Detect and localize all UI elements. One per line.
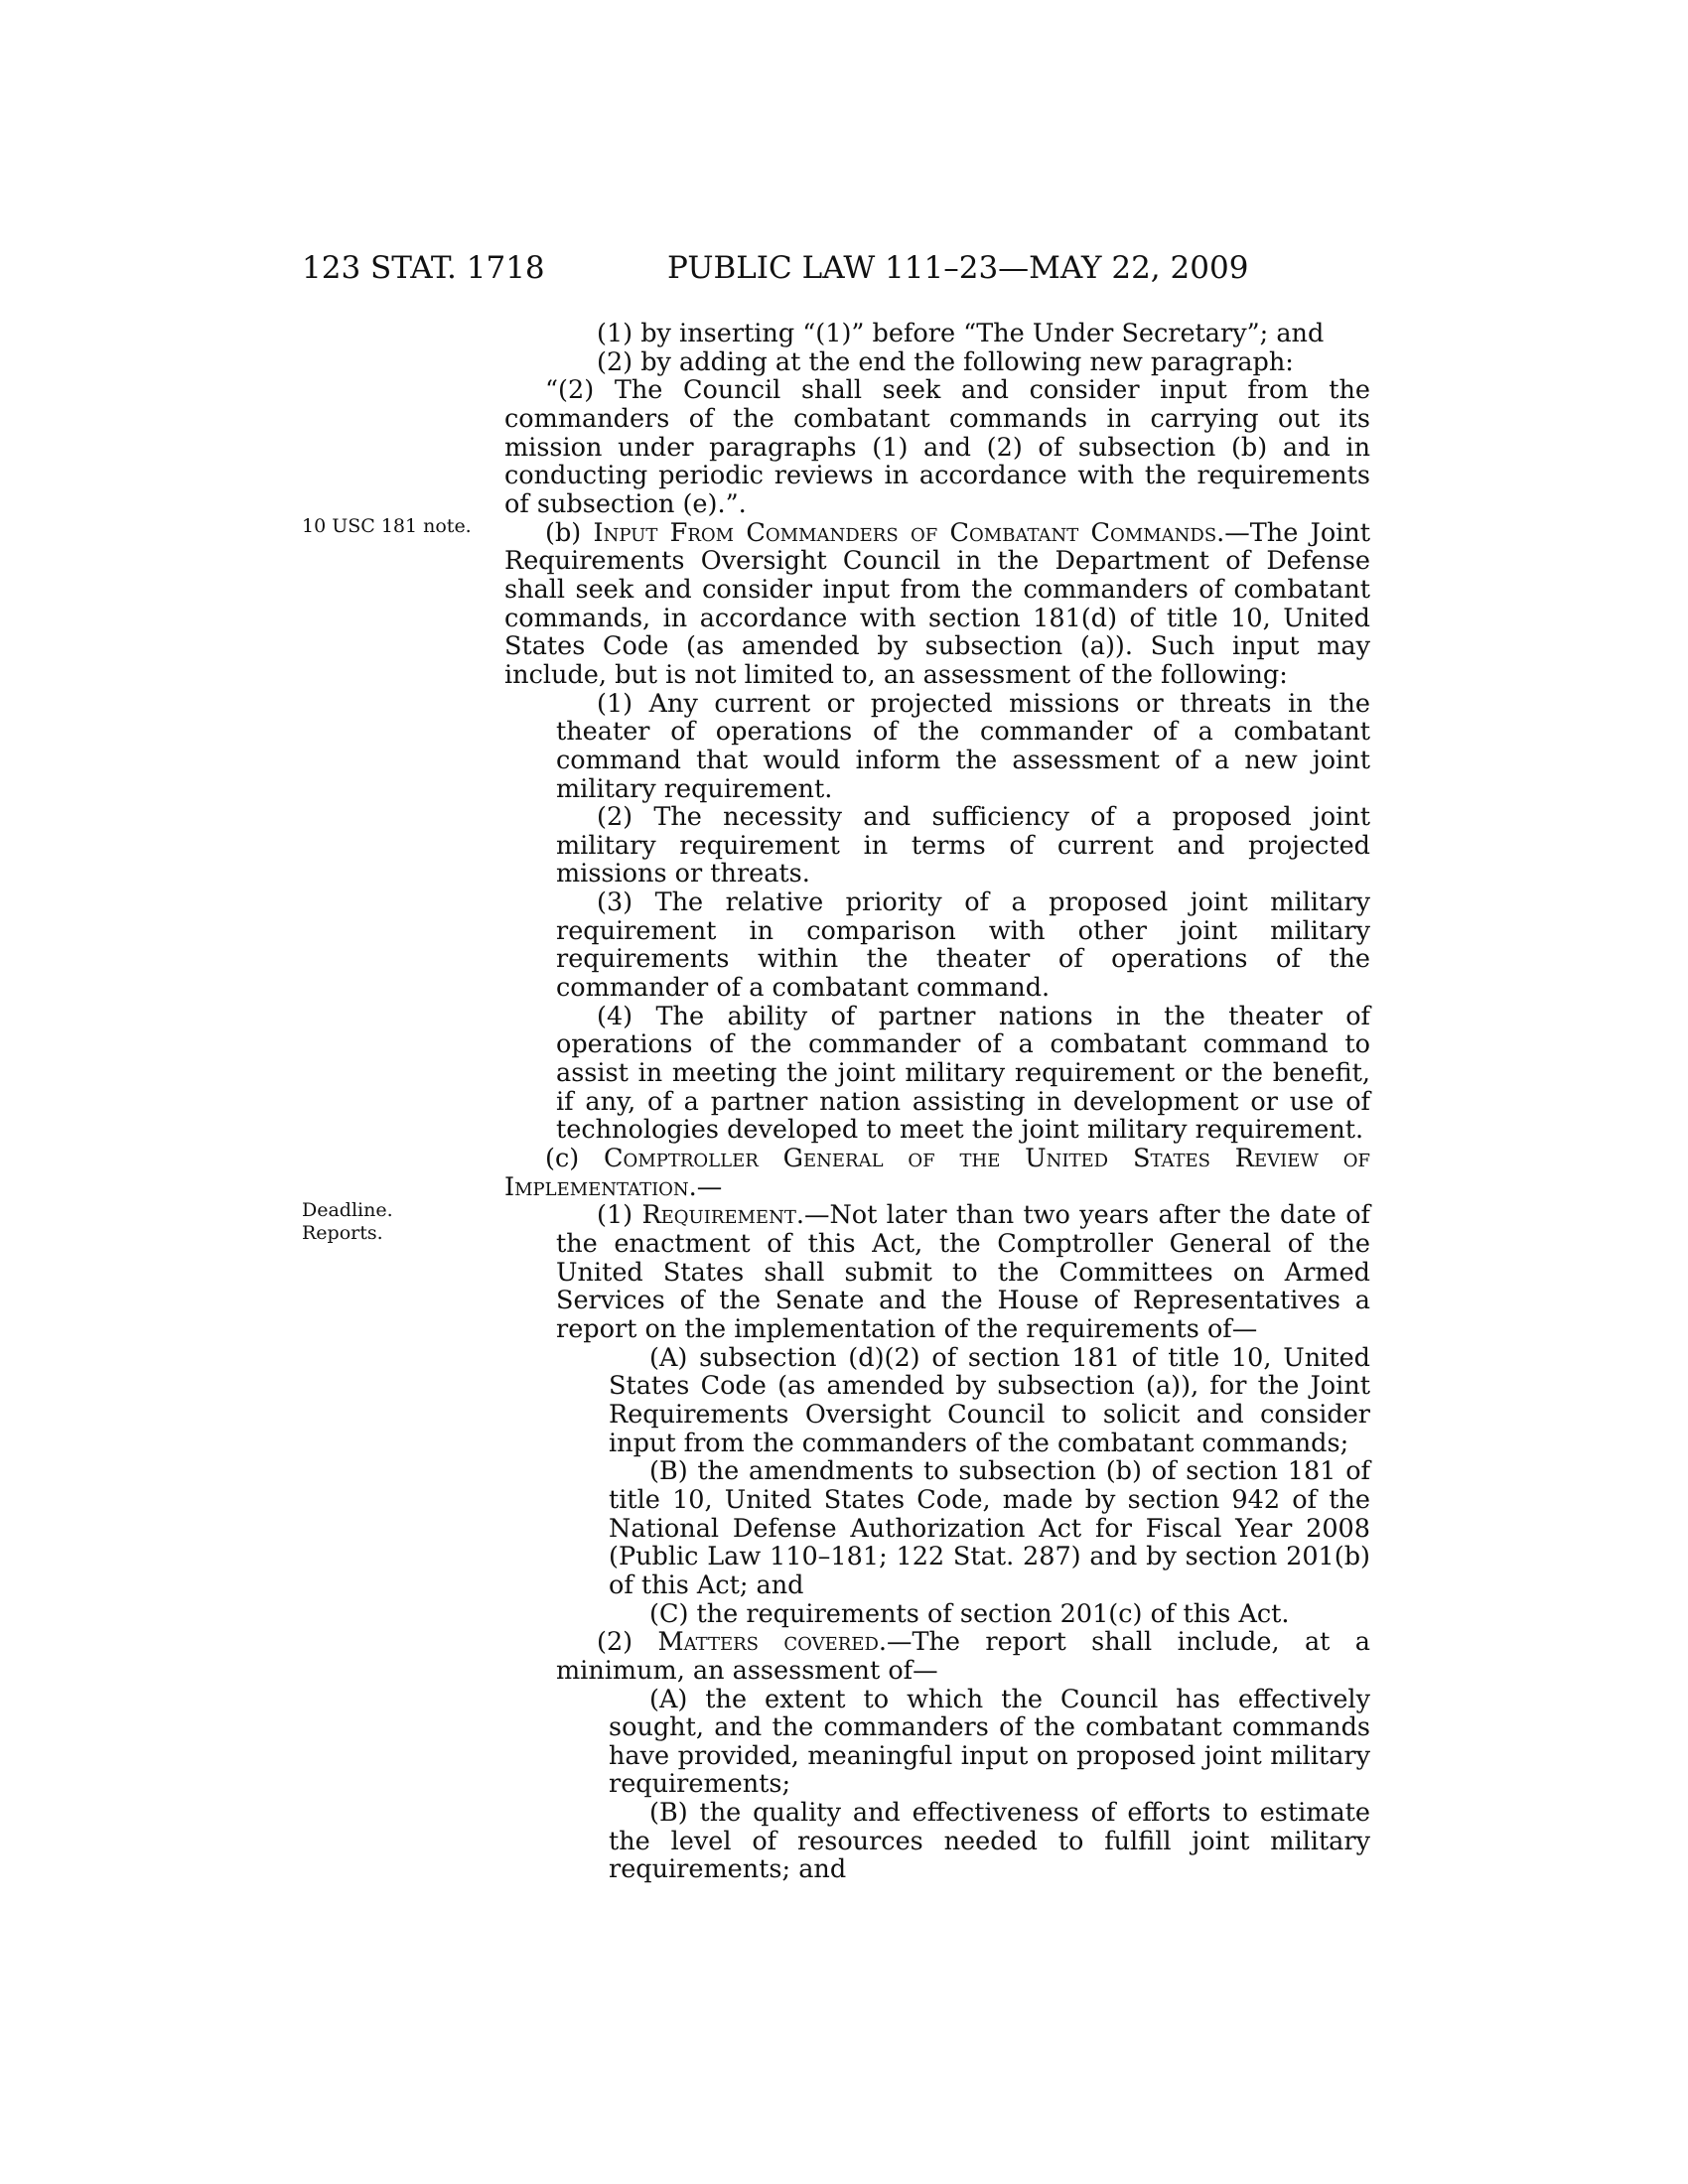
paragraph-2-label: (2) bbox=[597, 1627, 658, 1658]
paragraph-1-label: (1) bbox=[597, 1200, 642, 1231]
subsection-b bbox=[504, 519, 1370, 690]
paragraph-2-heading: Matters covered. bbox=[657, 1627, 887, 1658]
paragraph-1-text: —Not later than two years after the date of the enactment of this Act, the Comptroller General of the United States shall submit to the Committees on Armed Services of the Senate and the House of Representatives a report on the implementation of the requirements of— bbox=[556, 1200, 1370, 1344]
subsection-c-paragraph-2 bbox=[504, 1628, 1370, 1685]
paragraph-1-item-b: (B) the amendments to subsection (b) of section 181 of title 10, United States Code, made by section 942 of the National Defense Authorization Act for Fiscal Year 2008 (Public Law 110–181; 122 Stat. 287) and by section 201(b) of this Act; and bbox=[609, 1456, 1370, 1600]
inserted-paragraph: “(2) The Council shall seek and consider input from the commanders of the combatant commands in carrying out its mission under paragraphs (1) and (2) of subsection (b) and in conducting periodic reviews in accordance with the requirements of subsection (e).”. bbox=[504, 375, 1370, 519]
statute-page-number: 123 STAT. 1718 bbox=[302, 250, 545, 286]
subsection-b-label: (b) bbox=[545, 517, 594, 548]
subsection-b-item-4: (4) The ability of partner nations in the theater of operations of the commander of a combatant command to assist in meeting the joint military requirement or the benefit, if any, of a partner nation assisting in development or use of technologies developed to meet the joint military requirement. bbox=[556, 1001, 1370, 1146]
amendment-item-1: (1) by inserting “(1)” before “The Under Secretary”; and bbox=[597, 319, 1325, 348]
paragraph-1-item-a: (A) subsection (d)(2) of section 181 of title 10, United States Code (as amended by subsection (a)), for the Joint Requirements Oversight Council to solicit and consider input from the commanders of the combatant commands; bbox=[609, 1342, 1370, 1458]
paragraph-1-item-c: (C) the requirements of section 201(c) of this Act. bbox=[649, 1598, 1290, 1629]
margin-note-usc: 10 USC 181 note. bbox=[302, 515, 472, 537]
paragraph-2-item-b: (B) the quality and effectiveness of efforts to estimate the level of resources needed to fulfill joint military requirements; and bbox=[609, 1798, 1370, 1885]
subsection-b-text: —The Joint Requirements Oversight Council in the Department of Defense shall seek and consider input from the commanders of combatant commands, in accordance with section 181(d) of title 10, United States Code (as amended by subsection (a)). Such input may include, but is not limited to, an assessment of the following: bbox=[504, 517, 1370, 690]
margin-note-deadline: Deadline. bbox=[302, 1199, 393, 1221]
running-header-title: PUBLIC LAW 111–23—MAY 22, 2009 bbox=[667, 250, 1249, 286]
subsection-c bbox=[504, 1145, 1370, 1201]
subsection-b-item-3: (3) The relative priority of a proposed joint military requirement in comparison with other joint military requirements within the theater of operations of the commander of a combatant command. bbox=[556, 887, 1370, 1004]
subsection-b-item-2: (2) The necessity and sufficiency of a proposed joint military requirement in terms of current and projected missions or threats. bbox=[556, 802, 1370, 889]
subsection-c-dash: — bbox=[696, 1171, 723, 1202]
subsection-b-heading: Input From Commanders of Combatant Commands. bbox=[593, 517, 1225, 548]
subsection-c-paragraph-1 bbox=[504, 1201, 1370, 1343]
subsection-b-item-1: (1) Any current or projected missions or threats in the theater of operations of the commander of a combatant command that would inform the assessment of a new joint military requirement. bbox=[556, 688, 1370, 804]
amendment-item-2: (2) by adding at the end the following new paragraph: bbox=[597, 346, 1294, 377]
margin-note-reports: Reports. bbox=[302, 1222, 383, 1244]
body-text bbox=[504, 320, 1370, 1884]
paragraph-1-heading: Requirement. bbox=[641, 1200, 804, 1231]
paragraph-2-item-a: (A) the extent to which the Council has effectively sought, and the commanders of the combatant commands have provided, meaningful input on proposed joint military requirements; bbox=[609, 1684, 1370, 1800]
subsection-c-label: (c) bbox=[545, 1144, 605, 1174]
paragraph-2-text: —The report shall include, at a minimum, an assessment of— bbox=[556, 1627, 1370, 1686]
subsection-c-heading: Comptroller General of the United States Review of Implementation. bbox=[504, 1144, 1370, 1202]
